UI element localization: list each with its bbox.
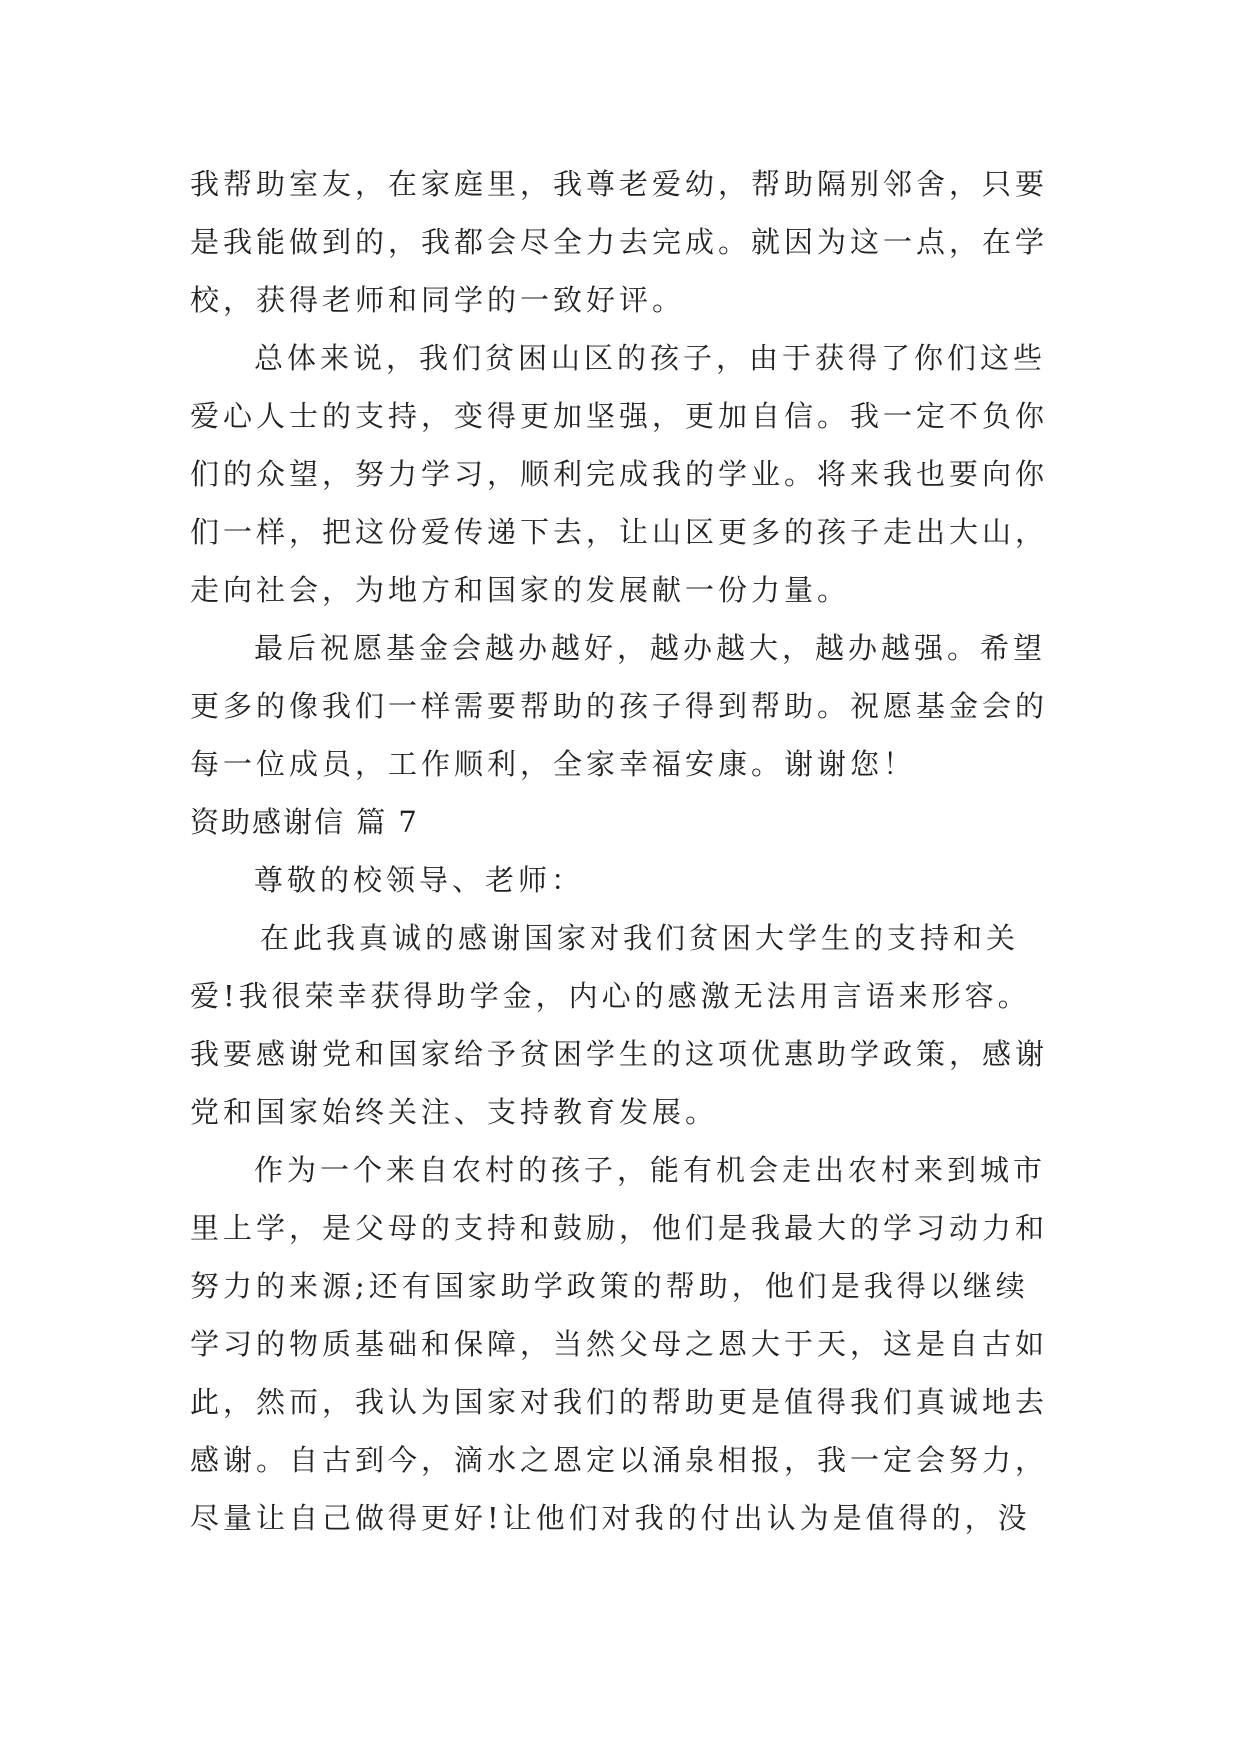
text-line: 走向社会，为地方和国家的发展献一份力量。 (190, 573, 851, 607)
text-line: 学习的物质基础和保障，当然父母之恩大于天，这是自古如 (190, 1327, 1049, 1361)
paragraph (190, 619, 1060, 793)
paragraph (190, 909, 1060, 1141)
text-line: 更多的像我们一样需要帮助的孩子得到帮助。祝愿基金会的 (190, 689, 1049, 723)
section-heading (190, 793, 1060, 851)
text-line: 感谢。自古到今，滴水之恩定以涌泉相报，我一定会努力， (190, 1443, 1049, 1477)
text-line: 们的众望，努力学习，顺利完成我的学业。将来我也要向你 (190, 457, 1049, 491)
text-line: 我帮助室友，在家庭里，我尊老爱幼，帮助隔别邻舍，只要 (190, 167, 1049, 201)
text-line: 每一位成员，工作顺利，全家幸福安康。谢谢您！ (190, 747, 917, 781)
text-line: 校，获得老师和同学的一致好评。 (190, 283, 686, 317)
text-line: 努力的来源;还有国家助学政策的帮助，他们是我得以继续 (190, 1269, 1029, 1303)
paragraph (190, 155, 1060, 329)
document-body (190, 155, 1060, 1547)
text-line: 里上学，是父母的支持和鼓励，他们是我最大的学习动力和 (190, 1211, 1049, 1245)
text-line: 们一样，把这份爱传递下去，让山区更多的孩子走出大山， (190, 515, 1049, 549)
text-line: 尊敬的校领导、老师： (254, 863, 585, 897)
paragraph (190, 1141, 1060, 1547)
heading-text: 资助感谢信 篇 7 (190, 805, 419, 839)
text-line: 党和国家始终关注、支持教育发展。 (190, 1095, 719, 1129)
text-line: 作为一个来自农村的孩子，能有机会走出农村来到城市 (254, 1153, 1047, 1187)
paragraph (190, 329, 1060, 619)
salutation (190, 851, 1060, 909)
text-line: 我要感谢党和国家给予贫困学生的这项优惠助学政策，感谢 (190, 1037, 1049, 1071)
text-line: 是我能做到的，我都会尽全力去完成。就因为这一点，在学 (190, 225, 1049, 259)
text-line: 尽量让自己做得更好!让他们对我的付出认为是值得的，没 (190, 1501, 1031, 1535)
text-line: 爱!我很荣幸获得助学金，内心的感激无法用言语来形容。 (190, 979, 1031, 1013)
text-line: 此，然而，我认为国家对我们的帮助更是值得我们真诚地去 (190, 1385, 1049, 1419)
text-line: 总体来说，我们贫困山区的孩子，由于获得了你们这些 (254, 341, 1047, 375)
text-line: 最后祝愿基金会越办越好，越办越大，越办越强。希望 (254, 631, 1047, 665)
text-line: 在此我真诚的感谢国家对我们贫困大学生的支持和关 (260, 921, 1020, 955)
text-line: 爱心人士的支持，变得更加坚强，更加自信。我一定不负你 (190, 399, 1049, 433)
